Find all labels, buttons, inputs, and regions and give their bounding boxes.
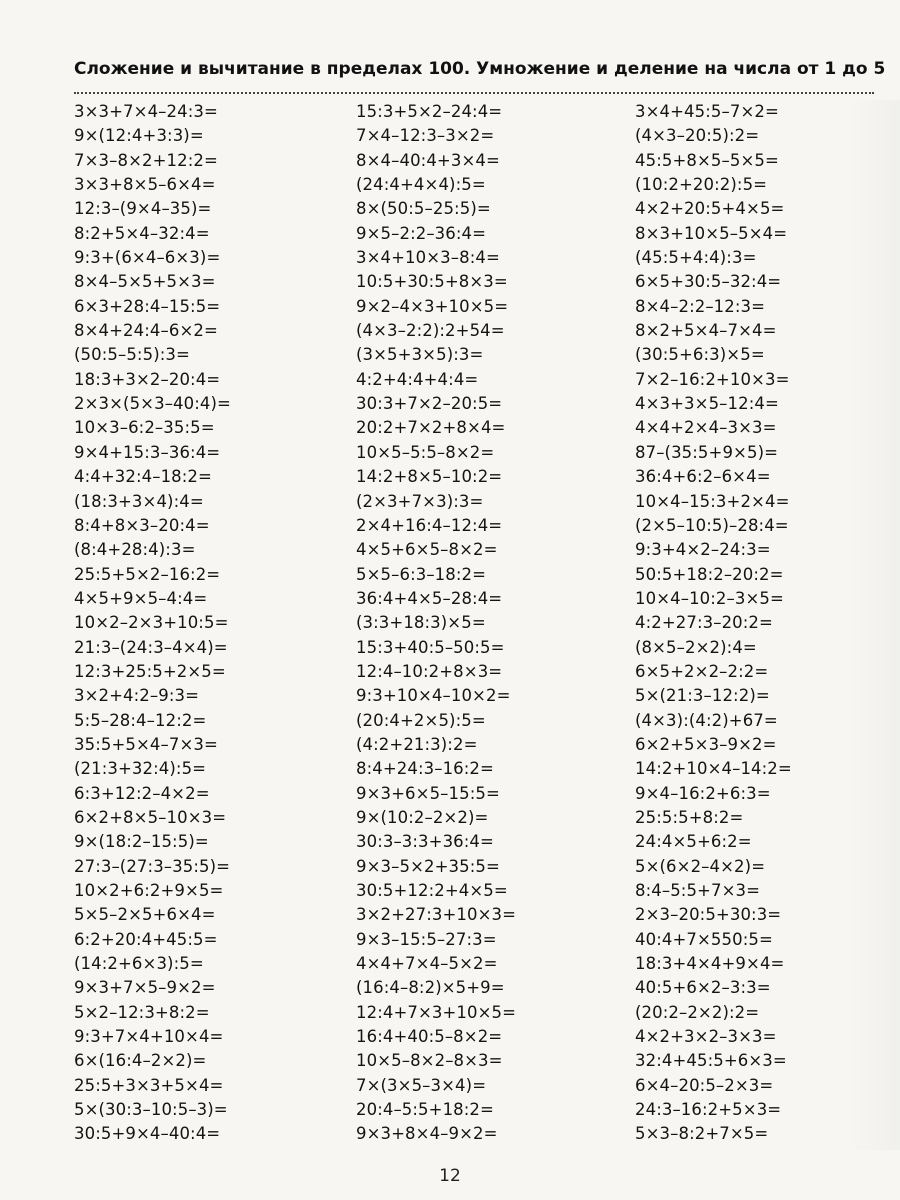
math-expression: 9×2–4×3+10×5=: [356, 296, 509, 316]
math-expression: 7×3–8×2+12:2=: [74, 150, 218, 170]
math-expression: (24:4+4×4):5=: [356, 175, 486, 195]
math-expression: 8×4–5×5+5×3=: [74, 272, 216, 292]
math-expression: 7×(3×5–3×4)=: [356, 1075, 487, 1095]
math-expression: 20:4–5:5+18:2=: [356, 1100, 494, 1120]
math-expression: 14:2+8×5–10:2=: [356, 467, 503, 487]
math-expression: 4:4+32:4–18:2=: [74, 467, 212, 487]
math-expression: 4:2+4:4+4:4=: [356, 369, 479, 389]
math-expression: (2×3+7×3):3=: [356, 491, 484, 511]
math-expression: 6×4–20:5–2×3=: [635, 1075, 774, 1095]
math-expression: 6×2+5×3–9×2=: [635, 734, 777, 754]
math-expression: 5×5–2×5+6×4=: [74, 905, 216, 925]
math-expression: 9:3+(6×4–6×3)=: [74, 248, 221, 268]
math-expression: 36:4+4×5–28:4=: [356, 588, 503, 608]
math-expression: 4×3+3×5–12:4=: [635, 394, 779, 414]
math-expression: 8:4–5:5+7×3=: [635, 881, 761, 900]
math-expression: 5×(30:3–10:5–3)=: [74, 1100, 228, 1120]
math-expression: 15:3+40:5–50:5=: [356, 637, 505, 657]
math-expression: 3×2+27:3+10×3=: [356, 905, 517, 925]
math-expression: 50:5+18:2–20:2=: [635, 564, 784, 584]
math-expression: 8×3+10×5–5×4=: [635, 223, 788, 243]
math-expression: 35:5+5×4–7×3=: [74, 734, 218, 754]
math-expression: (4×3):(4:2)+67=: [635, 710, 778, 730]
math-expression: 25:5+5×2–16:2=: [74, 564, 221, 584]
math-expression: 25:5+3×3+5×4=: [74, 1075, 224, 1095]
math-expression: 16:4+40:5–8×2=: [356, 1027, 503, 1047]
math-expression: 6×5+30:5–32:4=: [635, 272, 782, 292]
math-expression: 18:3+3×2–20:4=: [74, 369, 221, 389]
math-expression: 3×4+45:5–7×2=: [635, 102, 779, 121]
page-edge-bleed: [848, 100, 900, 1150]
math-expression: 8×(50:5–25:5)=: [356, 199, 491, 219]
exercise-column-1: [74, 100, 344, 1147]
math-expression: 12:3+25:5+2×5=: [74, 661, 226, 681]
math-expression: (3×5+3×5):3=: [356, 345, 484, 365]
math-expression: (21:3+32:4):5=: [74, 759, 207, 779]
math-expression: 2×3–20:5+30:3=: [635, 905, 782, 925]
math-expression: 36:4+6:2–6×4=: [635, 467, 771, 487]
math-expression: 15:3+5×2–24:4=: [356, 102, 503, 121]
math-expression: 8:4+8×3–20:4=: [74, 515, 210, 535]
math-expression: 10×2–2×3+10:5=: [74, 613, 229, 633]
math-expression: 9:3+7×4+10×4=: [74, 1027, 224, 1047]
exercise-column-2: [356, 100, 626, 1147]
math-expression: 6×5+2×2–2:2=: [635, 661, 769, 681]
math-expression: 21:3–(24:3–4×4)=: [74, 637, 228, 657]
math-expression: (4×3–20:5):2=: [635, 126, 760, 146]
math-expression: (14:2+6×3):5=: [74, 954, 204, 974]
math-expression: 2×3×(5×3–40:4)=: [74, 394, 231, 414]
math-expression: 9×(18:2–15:5)=: [74, 832, 209, 852]
math-expression: (4:2+21:3):2=: [356, 734, 478, 754]
math-expression: 9:3+10×4–10×2=: [356, 686, 511, 706]
math-expression: 3×2+4:2–9:3=: [74, 686, 200, 706]
math-expression: 9×4–16:2+6:3=: [635, 783, 771, 803]
math-expression: 5:5–28:4–12:2=: [74, 710, 207, 730]
math-expression: 8×4–40:4+3×4=: [356, 150, 500, 170]
math-expression: 4×5+6×5–8×2=: [356, 540, 498, 560]
math-expression: (30:5+6:3)×5=: [635, 345, 765, 365]
math-expression: 24:4×5+6:2=: [635, 832, 752, 852]
math-expression: 8×4+24:4–6×2=: [74, 321, 218, 341]
math-expression: 24:3–16:2+5×3=: [635, 1100, 782, 1120]
math-expression: 30:3–3:3+36:4=: [356, 832, 494, 852]
math-expression: 7×4–12:3–3×2=: [356, 126, 495, 146]
math-expression: (20:4+2×5):5=: [356, 710, 486, 730]
math-expression: (45:5+4:4):3=: [635, 248, 757, 268]
math-expression: 25:5:5+8:2=: [635, 807, 744, 827]
math-expression: 10×2+6:2+9×5=: [74, 881, 224, 900]
math-expression: (10:2+20:2):5=: [635, 175, 768, 195]
math-expression: 3×4+10×3–8:4=: [356, 248, 500, 268]
math-expression: 9×3+7×5–9×2=: [74, 978, 216, 998]
math-expression: 12:4+7×3+10×5=: [356, 1002, 517, 1022]
math-expression: 9×(10:2–2×2)=: [356, 807, 489, 827]
math-expression: 4×4+2×4–3×3=: [635, 418, 777, 438]
page-number: 12: [439, 1166, 461, 1186]
math-expression: 9×3–5×2+35:5=: [356, 856, 500, 876]
math-expression: (50:5–5:5):3=: [74, 345, 190, 365]
math-expression: 4×2+20:5+4×5=: [635, 199, 785, 219]
math-expression: (16:4–8:2)×5+9=: [356, 978, 505, 998]
math-expression: 10×5–5:5–8×2=: [356, 442, 495, 462]
math-expression: 10×3–6:2–35:5=: [74, 418, 215, 438]
math-expression: 6×(16:4–2×2)=: [74, 1051, 207, 1071]
math-expression: 30:3+7×2–20:5=: [356, 394, 503, 414]
math-expression: 32:4+45:5+6×3=: [635, 1051, 787, 1071]
math-expression: 10×4–15:3+2×4=: [635, 491, 790, 511]
exercise-grid: [74, 100, 874, 1150]
math-expression: (3:3+18:3)×5=: [356, 613, 486, 633]
page-header: [74, 56, 886, 88]
math-expression: 9×(12:4+3:3)=: [74, 126, 204, 146]
math-expression: 5×5–6:3–18:2=: [356, 564, 487, 584]
math-expression: 9×3+8×4–9×2=: [356, 1124, 498, 1144]
math-expression: 6:3+12:2–4×2=: [74, 783, 210, 803]
math-expression: (18:3+3×4):4=: [74, 491, 204, 511]
math-expression: 8×4–2:2–12:3=: [635, 296, 766, 316]
math-expression: 45:5+8×5–5×5=: [635, 150, 779, 170]
dotted-divider: [74, 92, 874, 94]
math-expression: 40:5+6×2–3:3=: [635, 978, 771, 998]
math-expression: 8×2+5×4–7×4=: [635, 321, 777, 341]
math-expression: 5×(21:3–12:2)=: [635, 686, 770, 706]
math-expression: 10×4–10:2–3×5=: [635, 588, 784, 608]
math-expression: 27:3–(27:3–35:5)=: [74, 856, 231, 876]
math-expression: 14:2+10×4–14:2=: [635, 759, 792, 779]
math-expression: 18:3+4×4+9×4=: [635, 954, 785, 974]
math-expression: 4:2+27:3–20:2=: [635, 613, 773, 633]
math-expression: 6×3+28:4–15:5=: [74, 296, 221, 316]
math-expression: (2×5–10:5)–28:4=: [635, 515, 789, 535]
math-expression: 87–(35:5+9×5)=: [635, 442, 779, 462]
math-expression: 8:2+5×4–32:4=: [74, 223, 210, 243]
math-expression: 4×2+3×2–3×3=: [635, 1027, 777, 1047]
math-expression: 6×2+8×5–10×3=: [74, 807, 227, 827]
math-expression: 12:4–10:2+8×3=: [356, 661, 503, 681]
math-expression: 9×4+15:3–36:4=: [74, 442, 221, 462]
math-expression: 4×4+7×4–5×2=: [356, 954, 498, 974]
math-expression: 9×3–15:5–27:3=: [356, 929, 497, 949]
math-expression: 4×5+9×5–4:4=: [74, 588, 208, 608]
math-expression: 40:4+7×550:5=: [635, 929, 773, 949]
math-expression: (8×5–2×2):4=: [635, 637, 757, 657]
math-expression: (8:4+28:4):3=: [74, 540, 196, 560]
math-expression: (20:2–2×2):2=: [635, 1002, 760, 1022]
math-expression: 20:2+7×2+8×4=: [356, 418, 506, 438]
math-expression: 30:5+12:2+4×5=: [356, 881, 508, 900]
math-expression: 5×(6×2–4×2)=: [635, 856, 766, 876]
math-expression: 5×2–12:3+8:2=: [74, 1002, 210, 1022]
math-expression: 12:3–(9×4–35)=: [74, 199, 212, 219]
math-expression: 3×3+8×5–6×4=: [74, 175, 216, 195]
math-expression: 7×2–16:2+10×3=: [635, 369, 790, 389]
math-expression: 2×4+16:4–12:4=: [356, 515, 503, 535]
math-expression: (4×3–2:2):2+54=: [356, 321, 505, 341]
math-expression: 10×5–8×2–8×3=: [356, 1051, 503, 1071]
math-expression: 6:2+20:4+45:5=: [74, 929, 218, 949]
math-expression: 30:5+9×4–40:4=: [74, 1124, 221, 1144]
math-expression: 5×3–8:2+7×5=: [635, 1124, 769, 1144]
math-expression: 9:3+4×2–24:3=: [635, 540, 771, 560]
math-expression: 9×5–2:2–36:4=: [356, 223, 487, 243]
math-expression: 10:5+30:5+8×3=: [356, 272, 508, 292]
page-title: Сложение и вычитание в пределах 100. Умножение и деление на числа от 1 до 5: [74, 59, 886, 79]
math-expression: 8:4+24:3–16:2=: [356, 759, 494, 779]
math-expression: 9×3+6×5–15:5=: [356, 783, 500, 803]
math-expression: 3×3+7×4–24:3=: [74, 102, 218, 121]
